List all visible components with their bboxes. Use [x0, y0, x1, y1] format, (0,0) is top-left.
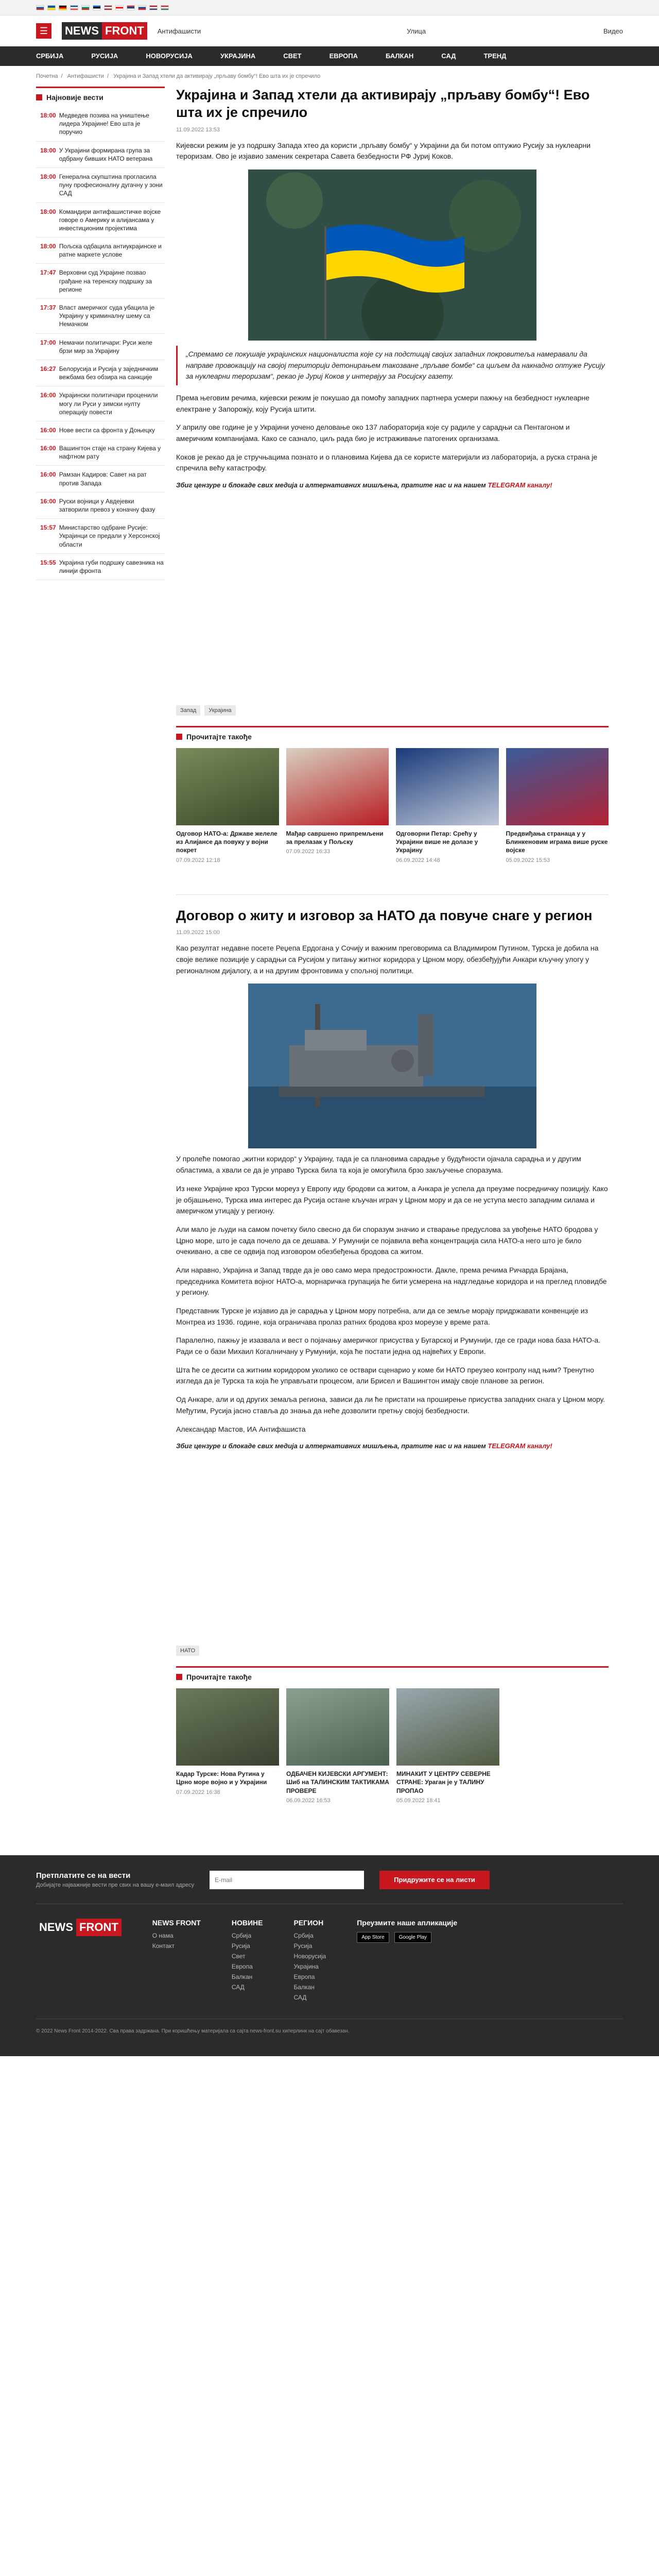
news-title: Руски војници у Авдејевки затворили превоз у коначну фазу — [59, 497, 155, 513]
flag-de-icon[interactable] — [59, 5, 67, 10]
telegram-subscribe — [176, 481, 609, 489]
card-image — [396, 748, 499, 825]
sidebar-news-item[interactable] — [36, 238, 165, 264]
news-time: 18:00 — [40, 243, 56, 250]
language-bar — [0, 0, 659, 15]
card-image — [506, 748, 609, 825]
card-title: ОДБАЧЕН КИЈЕВСКИ АРГУМЕНТ: Шиб на ТАЛИНСКИМ ТАКТИКАМА ПРОВЕРЕ — [286, 1770, 389, 1794]
nav-item[interactable]: СВЕТ — [283, 52, 302, 60]
article-date: 11.09.2022 15:00 — [176, 929, 220, 936]
card-title: Мађар савршено припремљени за прелазак у Пољску — [286, 830, 384, 846]
news-time: 16:00 — [40, 471, 56, 479]
read-also-card[interactable] — [506, 748, 609, 863]
newsletter-title: Претплатите се на вести — [36, 1871, 131, 1880]
divider — [176, 894, 609, 895]
read-also-bullet-icon — [176, 1674, 182, 1680]
telegram-link[interactable]: TELEGRAM каналу! — [488, 481, 552, 489]
news-title: Рамзан Кадиров: Савет на рат против Запада — [59, 471, 147, 487]
latest-news-sidebar — [36, 87, 165, 1835]
footer-link[interactable]: Русија — [231, 1942, 250, 1950]
read-also-bullet-icon — [176, 734, 182, 740]
news-title: Нове вести са фронта у Доњецку — [59, 426, 155, 434]
breadcrumb-section[interactable]: Антифашисти — [67, 73, 105, 79]
sidebar-news-item[interactable] — [36, 421, 165, 439]
news-title: Украјина губи подршку савезника на линији фронта — [59, 558, 164, 574]
news-time: 17:47 — [40, 269, 56, 277]
sidebar-news-item[interactable] — [36, 360, 165, 386]
footer-link[interactable]: Украјина — [293, 1962, 319, 1970]
subscribe-text: Збиг цензуре и блокаде свих медија и алтернативних мишљења, пратите нас и на нашем — [176, 481, 488, 489]
nav-item[interactable]: СРБИЈА — [36, 52, 64, 60]
article-photo-ship — [248, 984, 536, 1148]
card-date: 07.09.2022 12:18 — [176, 857, 220, 863]
read-also-heading — [176, 726, 609, 748]
footer-col-title: НОВИНЕ — [231, 1918, 263, 1927]
nav-item[interactable]: НОВОРУСИЈА — [146, 52, 193, 60]
article-paragraph: Али мало је људи на самом почетку било свесно да би споразум значио и стварање предуслова за увођење НАТО бродова у Црно море, што је сада почело да се дешава. У Румунији се појавила већа концентрација сила НАТО-а него што је било очекивано, а све се одвија под изговором обезбеђења бродова са житом. — [176, 1225, 598, 1256]
ship-photo-illustration — [248, 984, 536, 1148]
sidebar-news-item[interactable] — [36, 264, 165, 299]
sidebar-news-item[interactable] — [36, 439, 165, 466]
sidebar-news-item[interactable] — [36, 554, 165, 580]
logo-right: FRONT — [102, 22, 147, 40]
article-lead: Као резултат недавне посете Реџепа Ердогана у Сочију и важним преговорима са Владимиром Путином, Турска је добила на своје велике позиције у сарадњи са Русијом у питању житног коридора у Црном мору, обезбеђујући Анкари кључну улогу у регионалном дијалогу, а и на другим фронтовима у спољној политици. — [176, 944, 599, 975]
apps-title: Преузмите наше апликације — [357, 1918, 458, 1927]
footer-link[interactable]: Новорусија — [293, 1952, 326, 1960]
sidebar-news-item[interactable] — [36, 107, 165, 142]
flag-bg-icon[interactable] — [81, 5, 90, 10]
footer-link[interactable]: Балкан — [293, 1983, 315, 1991]
card-date: 05.09.2022 15:53 — [506, 857, 550, 863]
sidebar-news-item[interactable] — [36, 493, 165, 519]
card-date: 07.09.2022 16:33 — [286, 849, 331, 855]
article-paragraph: Паралелно, пажњу је изазвала и вест о појачању америчког присуства у Бугарској и Румунији, где се гради нова база НАТО-а. Ради се о бази Михаил Когалничану у Румунији, која ће постати једна од највећих у Европи. — [176, 1336, 601, 1356]
card-image — [176, 748, 279, 825]
card-title: МИНАКИТ У ЦЕНТРУ СЕВЕРНЕ СТРАНЕ: Ураган је у ТАЛИНУ ПРОПАО — [396, 1770, 491, 1794]
news-time: 17:00 — [40, 338, 56, 346]
news-title: Генерална скупштина прогласила пуну професионалну дугачну у зони САД — [59, 173, 163, 197]
breadcrumb-current: Украјина и Запад хтели да активирају „прљаву бомбу“! Ево шта их је спречило — [113, 73, 321, 79]
news-time: 18:00 — [40, 112, 56, 119]
news-time: 15:55 — [40, 558, 56, 566]
news-title: Украјински политичари проценили могу ли Руси у зимски нулту операцију повести — [59, 392, 158, 416]
news-title: Немачки политичари: Руси желе брзи мир за Украјину — [59, 338, 152, 354]
breadcrumb: Почетна / Антифашисти / Украјина и Запад хтели да активирају „прљаву бомбу“! Ево шта их је спречило — [36, 73, 321, 79]
news-time: 16:00 — [40, 392, 56, 399]
nav-item[interactable]: ТРЕНД — [483, 52, 507, 60]
flag-sk-icon[interactable] — [138, 5, 146, 10]
telegram-subscribe — [176, 1442, 609, 1450]
article-lead: Кијевски режим је уз подршку Запада хтео да користи „прљаву бомбу“ у Украјини да би потом оптужио Русију за нуклеарни тероризам. Ово је изјавио заменик секретара Савета безбедности РФ Јуриј Коков. — [176, 141, 591, 161]
sidebar-heading — [36, 87, 165, 107]
flag-photo-illustration — [248, 170, 536, 341]
footer-link[interactable]: Србија — [293, 1931, 314, 1939]
read-also-card[interactable] — [286, 748, 389, 863]
article-paragraph: Шта ће се десити са житним коридором уколико се оствари сценарио у коме би НАТО преузео контролу над њим? Тренутно изгледа да је Турска та која ће управљати процесом, али Брисел и Вашингтон имају своје планове за регион. — [176, 1365, 594, 1385]
footer-column-about — [152, 1919, 201, 2004]
news-time: 18:00 — [40, 146, 56, 154]
read-also-card[interactable] — [396, 748, 499, 863]
article-title: Украјина и Запад хтели да активирају „прљаву бомбу“! Ево шта их је спречило — [176, 87, 590, 120]
logo-left: NEWS — [62, 22, 102, 40]
sidebar-news-item[interactable] — [36, 142, 165, 168]
main-nav — [0, 46, 659, 66]
article-photo-flag — [248, 170, 536, 341]
footer-col-title: РЕГИОН — [293, 1918, 324, 1927]
article-paragraph: Али наравно, Украјина и Запад тврде да је ово само мера предострожности. Дакле, према речима Ричарда Брајана, председника Комитета војног НАТО-а, морнаричка групација ће бити усмерена на надгледање коридора и на преглед пловидбе у региону. — [176, 1265, 607, 1297]
flag-fr-icon[interactable] — [70, 5, 78, 10]
site-header — [0, 15, 659, 46]
article-paragraph: Из неке Украјине кроз Турски мореуз у Европу иду бродови са житом, а Анкара је успела да преузме посредничку позицију. Како је објашњено, Турска има интерес да Русија остане кључан играч у Црном мору и да се не уступа место западним силама и америчком утицају у региону. — [176, 1184, 608, 1215]
read-also-card[interactable] — [396, 1688, 499, 1804]
read-also-card[interactable] — [176, 1688, 279, 1804]
footer-column-region — [294, 1919, 326, 2004]
read-also-card[interactable] — [286, 1688, 389, 1804]
article-paragraph: Од Анкаре, али и од других земаља региона, зависи да ли ће пристати на проширење присуства западних снага у Црном мору. Међутим, Русија јасно ставља до знања да неће дозволити претњу својој безбедности. — [176, 1395, 605, 1415]
app-store-button[interactable]: App Store — [357, 1932, 389, 1943]
flag-us-icon[interactable] — [149, 5, 158, 10]
footer-link[interactable]: Србија — [231, 1931, 252, 1939]
newsletter-desc: Добијајте најважније вести пре свих на вашу е-маил адресу — [36, 1882, 195, 1889]
read-also-title: Прочитајте такође — [186, 1673, 252, 1682]
card-title: Одговорни Петар: Срећу у Украјини више не долазе у Украјину — [396, 830, 478, 854]
site-logo[interactable] — [62, 22, 147, 40]
flag-ge-icon[interactable] — [115, 5, 124, 10]
flag-hu-icon[interactable] — [161, 5, 169, 10]
news-title: Власт америчког суда убацила је Украјину у криминалну шему са Немачком — [59, 304, 155, 328]
sidebar-news-item[interactable] — [36, 519, 165, 554]
article-tags — [176, 705, 609, 716]
news-time: 17:37 — [40, 304, 56, 311]
section-link[interactable]: Антифашисти — [157, 27, 201, 35]
footer-link[interactable]: Европа — [293, 1973, 315, 1980]
flag-rs-icon[interactable] — [127, 5, 135, 10]
sidebar-news-item[interactable] — [36, 334, 165, 360]
footer-logo[interactable] — [36, 1919, 122, 1936]
newsletter-form — [36, 1871, 623, 1904]
news-title: Министарство одбране Русије: Украјинци се предали у Херсонској области — [59, 524, 160, 548]
breadcrumb-home[interactable]: Почетна — [36, 73, 58, 79]
news-time: 15:57 — [40, 524, 56, 532]
article-title: Договор о житу и изговор за НАТО да повуче снаге у регион — [176, 907, 593, 923]
flag-ru-icon[interactable] — [36, 5, 44, 10]
article-quote: „Спремамо се покушаје украјинских националиста које су на подстицај својих западних покровитеља намеравали да направе провокацију на својој територији детонирањем такозване „прљаве бомбе“ са циљем да накнадно оптуже Русију за нуклеарни тероризам“, рекао је Јуриј Коков у интервјуу за Росијску газету. — [176, 346, 609, 385]
email-input[interactable] — [210, 1871, 364, 1889]
footer-logo-right: FRONT — [76, 1919, 122, 1936]
copyright: © 2022 News Front 2014-2022. Сва права задржана. При коришћењу материјала са сајта news-front.su хиперлинк на сајт обавезан. — [36, 2019, 623, 2036]
card-date: 06.09.2022 14:48 — [396, 857, 440, 863]
sidebar-news-item[interactable] — [36, 168, 165, 203]
google-play-button[interactable]: Google Play — [394, 1932, 431, 1943]
footer-link[interactable]: Русија — [293, 1942, 313, 1950]
footer-link[interactable]: САД — [293, 1993, 307, 2001]
sidebar-news-item[interactable] — [36, 203, 165, 238]
news-title: У Украјини формирана група за одбрану бивших НАТО ветерана — [59, 146, 153, 162]
card-date: 05.09.2022 18:41 — [396, 1797, 441, 1804]
sidebar-news-item[interactable] — [36, 466, 165, 492]
footer-apps — [357, 1919, 457, 2004]
sidebar-title: Најновије вести — [46, 93, 103, 101]
nav-item[interactable]: БАЛКАН — [386, 52, 414, 60]
news-time: 16:00 — [40, 497, 56, 505]
news-title: Вашингтон стаје на страну Кијева у нафтном рату — [59, 445, 161, 461]
footer-link[interactable]: Балкан — [231, 1973, 253, 1980]
news-time: 16:00 — [40, 445, 56, 452]
read-also-card[interactable] — [176, 748, 279, 863]
subscribe-button[interactable]: Придружите се на листи — [379, 1871, 490, 1889]
card-date: 06.09.2022 16:53 — [286, 1797, 331, 1804]
news-title: Верховни суд Украјине позвао грађане на теренску подршку за регионе — [59, 269, 152, 293]
news-time: 16:27 — [40, 365, 56, 372]
tag[interactable]: Запад — [176, 705, 200, 716]
footer-column-news — [232, 1919, 263, 2004]
news-time: 18:00 — [40, 173, 56, 180]
footer-link[interactable]: Контакт — [152, 1942, 175, 1950]
article-paragraph: Представник Турске је изјавио да је сарадња у Црном мору потребна, али да се земље морају придржавати конвенције из Монтреа из 1936. године, која ограничава пролаз ратних бродова кроз мореузе у време рата. — [176, 1307, 588, 1326]
menu-icon[interactable]: ☰ — [36, 23, 51, 39]
header-center-link[interactable]: Улица — [407, 27, 426, 35]
card-date: 07.09.2022 16:38 — [176, 1789, 220, 1795]
read-also-cards — [176, 1688, 609, 1804]
article-author: Александар Мастов, ИА Антифашиста — [176, 1425, 306, 1433]
article-paragraph: У пролеће помогао „житни коридор“ у Украјину, тада је са плановима сарадње у будућности ојачала сарадња и у другим областима, а хвали се да је управо Турска била та која је омогућила брзо закључење споразума. — [176, 1155, 581, 1175]
site-footer — [0, 1855, 659, 2056]
article-paragraph: Према његовим речима, кијевски режим је покушао да помоћу западних партнера усмери пажњу на безбедност нуклеарне електране у Запорожју, коју Русија штити. — [176, 393, 589, 413]
article-date: 11.09.2022 13:53 — [176, 126, 220, 133]
subscribe-text: Збиг цензуре и блокаде свих медија и алтернативних мишљења, пратите нас и на нашем — [176, 1442, 488, 1450]
card-title: Кадар Турске: Нова Рутина у Црно море војно и у Украјини — [176, 1770, 267, 1786]
tag[interactable]: НАТО — [176, 1646, 199, 1656]
tag[interactable]: Украјина — [204, 705, 235, 716]
nav-item[interactable]: ЕВРОПА — [329, 52, 358, 60]
flag-lv-icon[interactable] — [104, 5, 112, 10]
card-title: Одговор НАТО-а: Државе желеле из Алијансе да повуку у војни покрет — [176, 830, 278, 854]
article-paragraph: Коков је рекао да је стручњацима познато и о плановима Кијева да се користе материјали из лабораторија, а руска страна је спречила већу катастрофу. — [176, 452, 598, 472]
news-title: Медведев позива на уништење лидера Украјине! Ево шта је поручио — [59, 112, 149, 136]
read-also-heading — [176, 1666, 609, 1688]
card-image — [396, 1688, 499, 1766]
card-image — [176, 1688, 279, 1766]
footer-col-title: NEWS FRONT — [152, 1918, 201, 1927]
footer-link[interactable]: Европа — [231, 1962, 253, 1970]
main-content — [176, 87, 609, 1835]
footer-logo-left: NEWS — [36, 1919, 76, 1936]
flag-ua-icon[interactable] — [47, 5, 56, 10]
footer-link[interactable]: Свет — [231, 1952, 246, 1960]
article-tags — [176, 1646, 609, 1656]
footer-link[interactable]: САД — [231, 1983, 245, 1991]
card-title: Предвиђања странаца у у Блинкеновим играма више руске војске — [506, 830, 608, 854]
card-image — [286, 1688, 389, 1766]
news-title: Белорусија и Русија у заједничким вежбама без обзира на санкције — [59, 365, 159, 381]
nav-item[interactable]: РУСИЈА — [91, 52, 118, 60]
flag-ee-icon[interactable] — [93, 5, 101, 10]
nav-item[interactable]: САД — [441, 52, 456, 60]
news-time: 18:00 — [40, 208, 56, 215]
sidebar-news-item[interactable] — [36, 299, 165, 334]
sidebar-bullet-icon — [36, 94, 42, 100]
article-paragraph: У априлу ове године је у Украјини уочено деловање око 137 лабораторија које су радиле у сарадњи са Пентагоном и америчким компанијама. Како се сазнало, циљ рада био је истраживање патогених организама. — [176, 423, 570, 443]
read-also-title: Прочитајте такође — [186, 733, 252, 741]
news-title: Пољска одбацила антиукрајинске и ратне маркете услове — [59, 243, 162, 259]
news-time: 16:00 — [40, 426, 56, 434]
telegram-link[interactable]: TELEGRAM каналу! — [488, 1442, 552, 1450]
header-right-link[interactable]: Видео — [603, 27, 623, 35]
nav-item[interactable]: УКРАЈИНА — [220, 52, 256, 60]
news-title: Командири антифашистичке војске говоре о Америку и алијансама у инвестиционим пројектима — [59, 208, 161, 232]
card-image — [286, 748, 389, 825]
sidebar-news-item[interactable] — [36, 386, 165, 421]
footer-link[interactable]: О нама — [152, 1931, 174, 1939]
read-also-cards — [176, 748, 609, 863]
